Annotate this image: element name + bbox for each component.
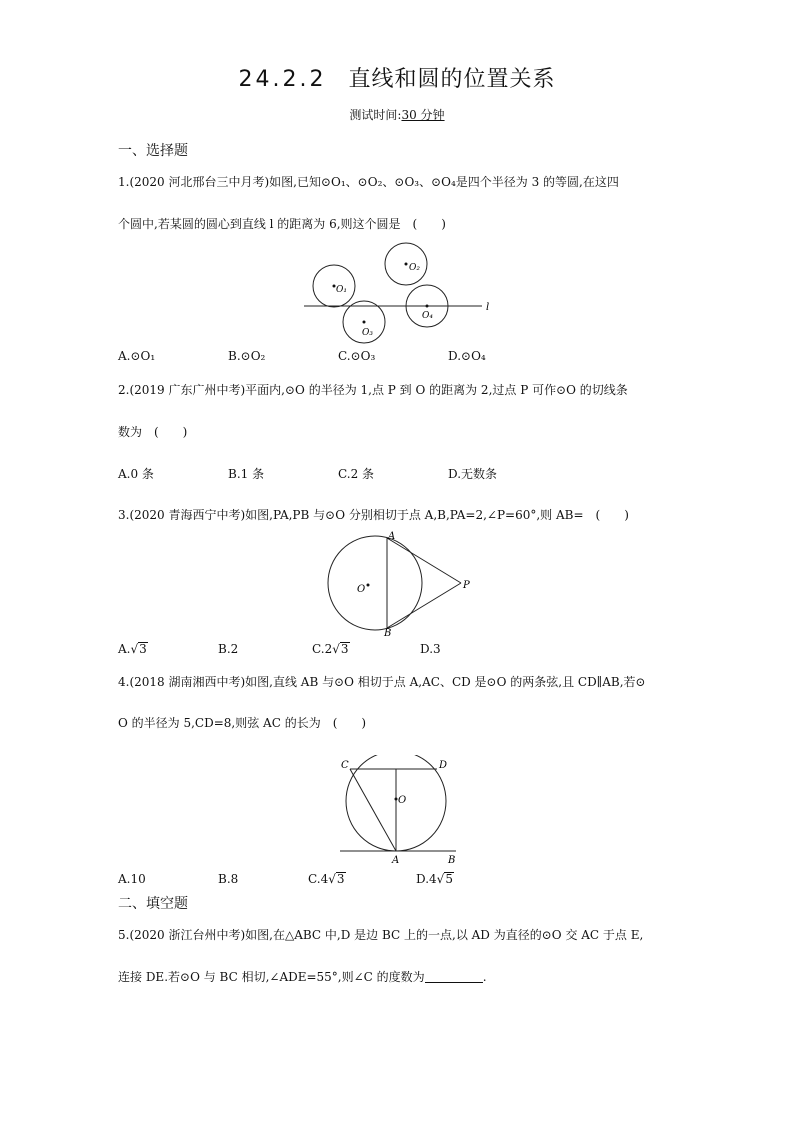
q3-option-a-radicand: 3 <box>139 642 147 656</box>
q3-option-c-prefix: C.2 <box>312 642 333 656</box>
q2-text-1: 2.(2019 广东广州中考)平面内,⊙O 的半径为 1,点 P 到 O 的距离为 2,过点 P 可作⊙O 的切线条 <box>118 383 628 397</box>
q4-option-d-radicand: 5 <box>445 872 453 886</box>
chord-ac <box>350 769 396 851</box>
center-o2 <box>405 263 408 266</box>
q4-option-a: A.10 <box>118 872 146 886</box>
label-o: O <box>398 795 407 806</box>
q2-text-2: 数为 ( ) <box>118 425 188 439</box>
q4-option-d-prefix: D.4 <box>416 872 437 886</box>
label-o2: O₂ <box>409 263 420 273</box>
section-choice: 一、选择题 <box>118 143 188 159</box>
center-o4 <box>426 305 429 308</box>
q4-figure <box>330 755 465 865</box>
q1-option-c: C.⊙O₃ <box>338 349 376 363</box>
page-title <box>0 62 794 93</box>
q1-text-1: 1.(2020 河北邢台三中月考)如图,已知⊙O₁、⊙O₂、⊙O₃、⊙O₄是四个半径为 3 的等圆,在这四 <box>118 175 619 189</box>
label-o1: O₁ <box>336 285 347 295</box>
q4-option-c-prefix: C.4 <box>308 872 329 886</box>
q4-option-d: D.4√5 <box>416 872 453 886</box>
q3-option-c-radicand: 3 <box>340 642 349 656</box>
q3-option-b: B.2 <box>218 642 239 656</box>
q3-text-1: 3.(2020 青海西宁中考)如图,PA,PB 与⊙O 分别相切于点 A,B,PA=2,∠P=60°,则 AB= ( ) <box>118 508 629 522</box>
q3-option-a-prefix: A. <box>118 642 131 656</box>
q2-option-c: C.2 条 <box>338 467 375 481</box>
q5-text-2-post: . <box>482 970 487 984</box>
test-time-label: 测试时间: <box>349 108 402 122</box>
label-b: B <box>448 855 456 865</box>
q1-option-a: A.⊙O₁ <box>118 349 156 363</box>
q1-option-d: D.⊙O₄ <box>448 349 486 363</box>
label-o3: O₃ <box>362 328 373 338</box>
q5-text-1: 5.(2020 浙江台州中考)如图,在△ABC 中,D 是边 BC 上的一点,以 AD 为直径的⊙O 交 AC 于点 E, <box>118 928 644 942</box>
q1-text-2: 个圆中,若某圆的圆心到直线 l 的距离为 6,则这个圆是 ( ) <box>118 217 446 231</box>
q4-option-c-radicand: 3 <box>336 872 345 886</box>
answer-blank <box>425 970 483 983</box>
label-a: A <box>388 531 396 542</box>
label-d: D <box>439 760 448 771</box>
test-time <box>0 106 794 123</box>
q1-figure <box>300 238 500 348</box>
q5-text-2-pre: 连接 DE.若⊙O 与 BC 相切,∠ADE=55°,则∠C 的度数为 <box>118 970 425 984</box>
q4-option-b: B.8 <box>218 872 239 886</box>
label-c: C <box>341 760 349 771</box>
q4-text-1: 4.(2018 湖南湘西中考)如图,直线 AB 与⊙O 相切于点 A,AC、CD 是⊙O 的两条弦,且 CD∥AB,若⊙ <box>118 675 646 689</box>
label-o4: O₄ <box>422 311 433 321</box>
label-a: A <box>392 855 400 865</box>
label-l: l <box>486 302 490 313</box>
label-o: O <box>357 584 366 595</box>
circle-o <box>328 536 422 630</box>
q3-option-d: D.3 <box>420 642 441 656</box>
tangent-pa <box>387 538 461 583</box>
label-b: B <box>384 628 392 638</box>
q5-text-2 <box>118 968 487 985</box>
q4-option-c: C.4√3 <box>308 872 345 886</box>
q2-option-b: B.1 条 <box>228 467 265 481</box>
label-p: P <box>463 580 470 591</box>
section-fill: 二、填空题 <box>118 896 188 912</box>
center-o3 <box>363 321 366 324</box>
q2-option-a: A.0 条 <box>118 467 154 481</box>
q1-option-b: B.⊙O₂ <box>228 349 266 363</box>
center-o <box>367 584 370 587</box>
title-text: 直线和圆的位置关系 <box>348 67 556 92</box>
q2-option-d: D.无数条 <box>448 467 498 481</box>
q3-figure <box>318 530 478 638</box>
section-number: 24.2.2 <box>238 67 327 92</box>
test-time-value: 30 分钟 <box>401 108 445 122</box>
tangent-pb <box>387 583 461 628</box>
q4-text-2: O 的半径为 5,CD=8,则弦 AC 的长为 ( ) <box>118 716 367 730</box>
q3-option-a: A.√3 <box>118 642 147 656</box>
q3-option-c: C.2√3 <box>312 642 349 656</box>
